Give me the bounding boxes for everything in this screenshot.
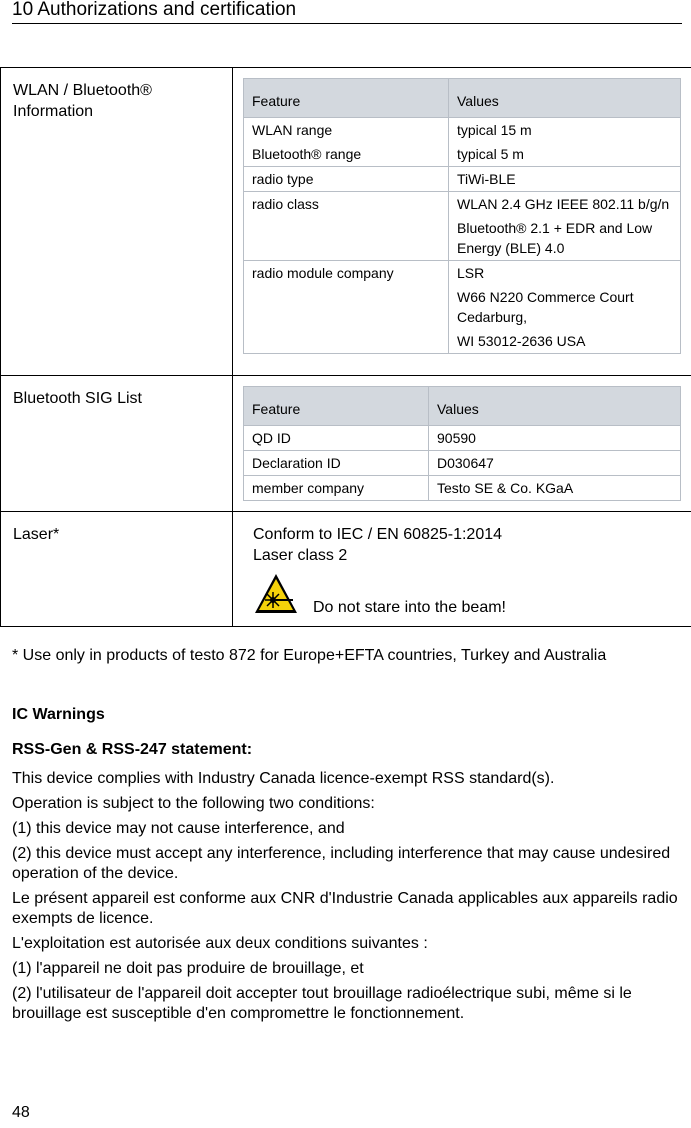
table-row bbox=[244, 476, 681, 501]
cell-line: WI 53012-2636 USA bbox=[457, 333, 586, 349]
feature-cell bbox=[244, 426, 429, 451]
cell-line: radio class bbox=[252, 196, 319, 212]
cell-line: Bluetooth® 2.1 + EDR and Low Energy (BLE) 4.0 bbox=[457, 220, 653, 256]
table-row bbox=[244, 261, 681, 354]
ic-paragraph: (2) l'utilisateur de l'appareil doit accepter tout brouillage radioélectrique subi, même si le brouillage est susceptible d'en compromettre le fonctionnement. bbox=[12, 985, 632, 1022]
cell-line: WLAN range bbox=[252, 122, 333, 138]
ic-paragraph: (1) this device may not cause interference, and bbox=[12, 820, 345, 837]
value-cell bbox=[429, 476, 681, 501]
cell-line: D030647 bbox=[437, 455, 494, 471]
table-row bbox=[244, 451, 681, 476]
ic-heading: IC Warnings bbox=[12, 706, 105, 723]
ic-paragraph: This device complies with Industry Canada licence-exempt RSS standard(s). bbox=[12, 770, 555, 787]
column-header-values: Values bbox=[429, 387, 681, 426]
cell-line: typical 5 m bbox=[457, 146, 524, 162]
cell-line: W66 N220 Commerce Court Cedarburg, bbox=[457, 289, 634, 325]
column-header-values: Values bbox=[449, 79, 681, 118]
cell-line: WLAN 2.4 GHz IEEE 802.11 b/g/n bbox=[457, 196, 670, 212]
ic-paragraphs bbox=[12, 769, 682, 1024]
sig-label: Bluetooth SIG List bbox=[13, 390, 142, 407]
value-cell bbox=[429, 426, 681, 451]
feature-cell bbox=[244, 167, 449, 192]
cell-line: Declaration ID bbox=[252, 455, 341, 471]
feature-cell bbox=[244, 261, 449, 354]
feature-cell bbox=[244, 476, 429, 501]
cell-line: member company bbox=[252, 480, 365, 496]
cell-line: Testo SE & Co. KGaA bbox=[437, 480, 574, 496]
value-cell bbox=[449, 118, 681, 167]
cell-line: radio type bbox=[252, 171, 314, 187]
sig-info-table bbox=[243, 386, 681, 501]
value-cell bbox=[449, 192, 681, 261]
column-header-feature: Feature bbox=[244, 387, 429, 426]
laser-row bbox=[1, 512, 691, 627]
laser-warning-text: Do not stare into the beam! bbox=[313, 599, 506, 616]
sig-row bbox=[1, 376, 691, 512]
laser-label: Laser* bbox=[13, 526, 60, 543]
laser-warning-icon bbox=[253, 572, 299, 616]
wlan-row bbox=[1, 68, 691, 376]
page-header-title: 10 Authorizations and certification bbox=[12, 0, 297, 20]
specs-table bbox=[0, 67, 691, 627]
feature-cell bbox=[244, 192, 449, 261]
laser-standard: Conform to IEC / EN 60825-1:2014 bbox=[253, 526, 503, 543]
ic-paragraph: (2) this device must accept any interference, including interference that may cause undesired operation of the device. bbox=[12, 845, 671, 882]
value-cell bbox=[449, 261, 681, 354]
column-header-feature: Feature bbox=[244, 79, 449, 118]
cell-line: typical 15 m bbox=[457, 122, 532, 138]
ic-paragraph: L'exploitation est autorisée aux deux conditions suivantes : bbox=[12, 935, 428, 952]
feature-cell bbox=[244, 118, 449, 167]
feature-cell bbox=[244, 451, 429, 476]
ic-paragraph: Le présent appareil est conforme aux CNR d'Industrie Canada applicables aux appareils radio exempts de licence. bbox=[12, 890, 678, 927]
value-cell bbox=[429, 451, 681, 476]
wlan-info-table bbox=[243, 78, 681, 354]
table-row bbox=[244, 192, 681, 261]
cell-line: 90590 bbox=[437, 430, 476, 446]
cell-line: radio module company bbox=[252, 265, 394, 281]
ic-subheading: RSS-Gen & RSS-247 statement: bbox=[12, 741, 253, 758]
value-cell bbox=[449, 167, 681, 192]
wlan-label: WLAN / Bluetooth® Information bbox=[13, 82, 152, 120]
footnote: * Use only in products of testo 872 for Europe+EFTA countries, Turkey and Australia bbox=[12, 647, 607, 664]
header-rule bbox=[12, 23, 682, 24]
cell-line: Bluetooth® range bbox=[252, 146, 362, 162]
ic-paragraph: Operation is subject to the following two conditions: bbox=[12, 795, 375, 812]
ic-paragraph: (1) l'appareil ne doit pas produire de brouillage, et bbox=[12, 960, 364, 977]
table-row bbox=[244, 426, 681, 451]
laser-class: Laser class 2 bbox=[253, 547, 348, 564]
table-row bbox=[244, 118, 681, 167]
cell-line: TiWi-BLE bbox=[457, 171, 516, 187]
table-row bbox=[244, 167, 681, 192]
cell-line: LSR bbox=[457, 265, 485, 281]
cell-line: QD ID bbox=[252, 430, 291, 446]
page-number: 48 bbox=[12, 1104, 30, 1121]
